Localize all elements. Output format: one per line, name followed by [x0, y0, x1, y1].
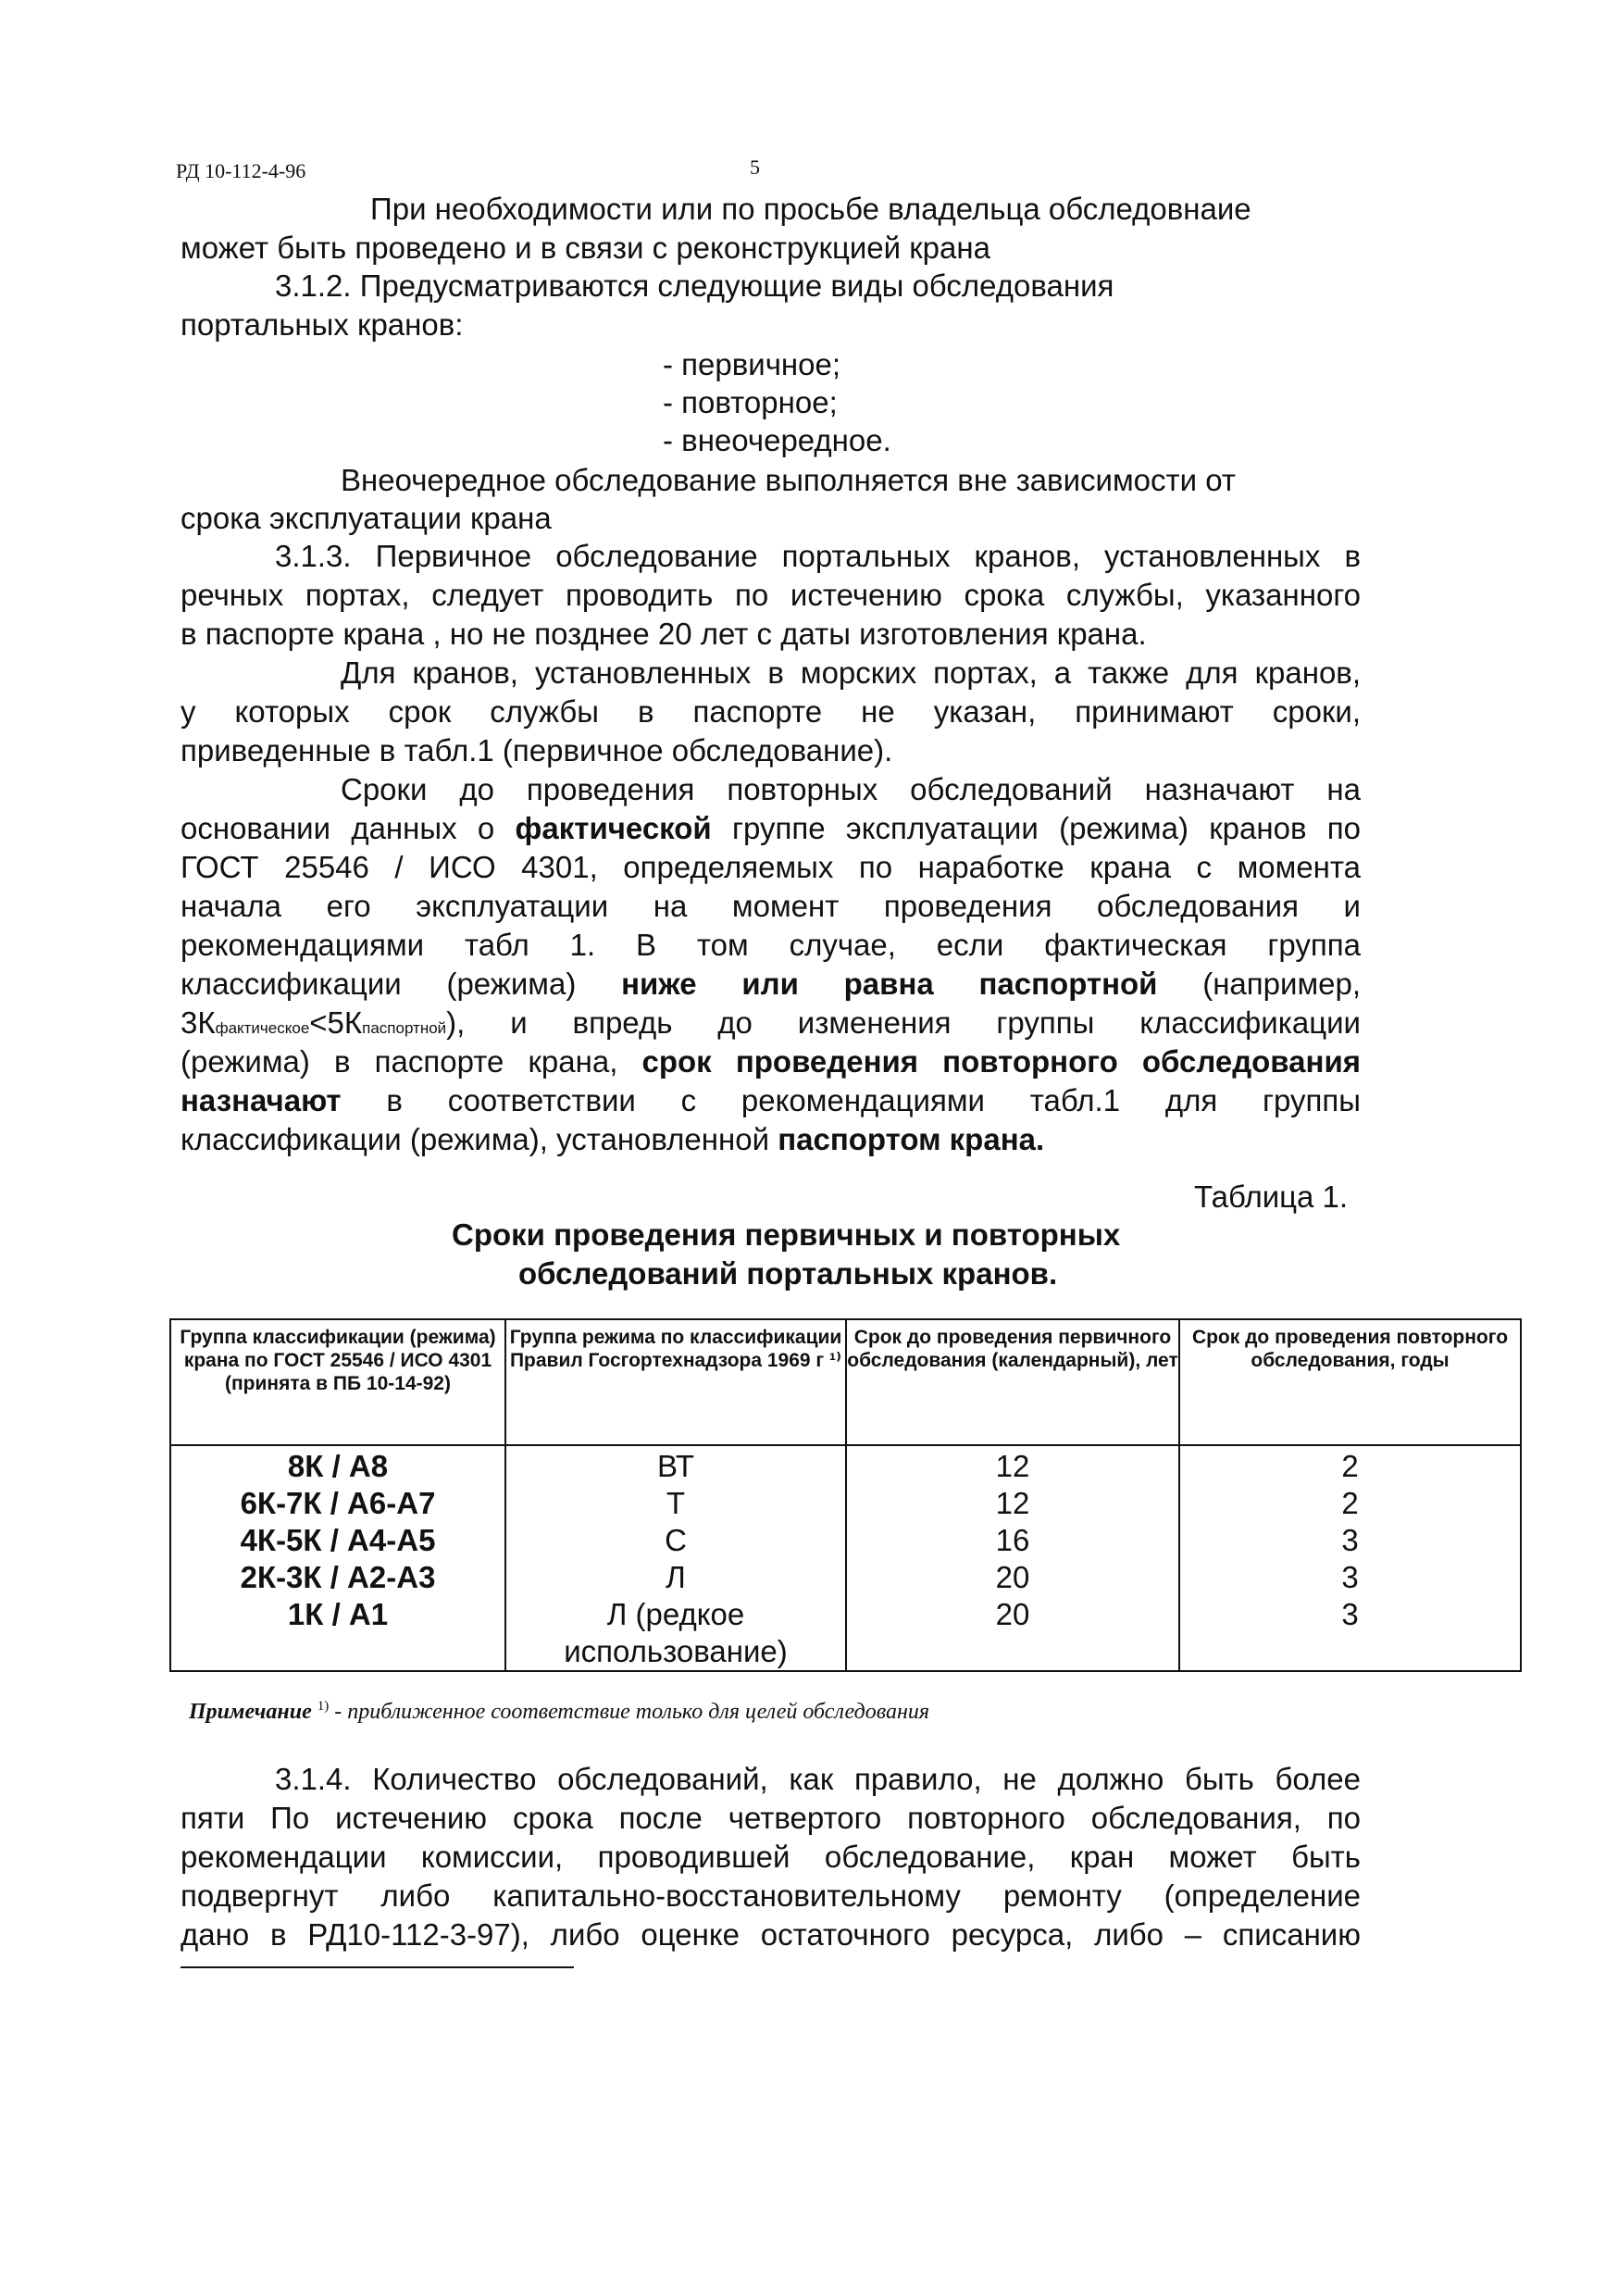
table-header-cell: Группа классификации (режима) крана по ГОСТ 25546 / ИСО 4301 (принята в ПБ 10-14-92) [170, 1319, 505, 1445]
text-run: классификации (режима), установленной [180, 1122, 778, 1156]
paragraph [180, 965, 1361, 1004]
paragraph [341, 770, 1361, 809]
table-label: Таблица 1. [1194, 1179, 1349, 1214]
cell-value: 12 [995, 1449, 1030, 1483]
table-header-cell: Срок до проведения первичного обследования (календарный), лет [846, 1319, 1179, 1445]
paragraph [180, 576, 1361, 615]
text-run: группе эксплуатации (режима) кранов по [711, 811, 1362, 845]
paragraph-line [180, 1120, 1044, 1159]
cell-value: 3 [1341, 1597, 1359, 1631]
cell-value: Л (редкое использование) [564, 1597, 788, 1668]
cell-value: Л [666, 1560, 686, 1594]
table-row [170, 1445, 1521, 1671]
subscript-text: паспортной [362, 1019, 447, 1037]
paragraph-line: При необходимости или по просьбе владельца обследовнаие [370, 192, 1251, 226]
text-run: <5К [309, 1005, 363, 1040]
note-superscript: 1) [317, 1699, 330, 1714]
bold-text: фактической [515, 811, 712, 845]
paragraph-line: дано в РД10-112-3-97), либо оценке остаточного ресурса, либо – списанию [180, 1917, 1361, 1952]
cell-value: 3 [1341, 1523, 1359, 1557]
paragraph [180, 693, 1361, 731]
bold-text: срок проведения повторного обследования [641, 1044, 1361, 1079]
paragraph-line: Сроки до проведения повторных обследований назначают на [341, 772, 1361, 806]
paragraph-line: 3.1.4. Количество обследований, как правило, не должно быть более [275, 1762, 1361, 1796]
page-number: 5 [750, 156, 760, 179]
cell-value: 16 [995, 1523, 1030, 1557]
footnote-separator [180, 1966, 574, 1968]
cell-value: Т [666, 1486, 686, 1520]
paragraph-line [180, 1081, 1361, 1120]
cell-value: 2К-3К / А2-А3 [240, 1560, 436, 1594]
paragraph-line: Для кранов, установленных в морских портах, а также для кранов, [341, 655, 1361, 690]
paragraph [180, 1915, 1361, 1954]
table-note [189, 1699, 929, 1725]
cell-value: ВТ [657, 1449, 694, 1483]
paragraph [180, 1042, 1361, 1081]
cell-value: 3 [1341, 1560, 1359, 1594]
paragraph [180, 1838, 1361, 1877]
paragraph-line: портальных кранов: [180, 307, 464, 342]
paragraph-line: 3.1.3. Первичное обследование портальных кранов, установленных в [275, 539, 1361, 573]
table-cell-mode-group [505, 1445, 846, 1671]
table-header-cell: Срок до проведения повторного обследования, годы [1179, 1319, 1521, 1445]
paragraph-line [180, 1042, 1361, 1081]
table-header-row [170, 1319, 1521, 1445]
table-cell-repeat-term [1179, 1445, 1521, 1671]
bold-text: ниже или равна паспортной [621, 967, 1158, 1001]
paragraph [180, 809, 1361, 848]
paragraph [275, 1760, 1361, 1799]
text-run: (режима) в паспорте крана, [180, 1044, 642, 1079]
paragraph-line: срока эксплуатации крана [180, 501, 552, 535]
inspection-terms-table [169, 1318, 1522, 1672]
table-title-line-2: обследований портальных кранов. [518, 1256, 1058, 1291]
paragraph [180, 926, 1361, 965]
paragraph-line: рекомендации комиссии, проводившей обследование, кран может быть [180, 1840, 1361, 1874]
table-title-line-1: Сроки проведения первичных и повторных [452, 1217, 1121, 1252]
bold-text: паспортом крана. [778, 1122, 1045, 1156]
cell-value: 2 [1341, 1449, 1359, 1483]
paragraph-line: ГОСТ 25546 / ИСО 4301, определяемых по наработке крана с момента [180, 850, 1361, 884]
text-run: ), и впредь до изменения группы классификации [446, 1005, 1361, 1040]
paragraph-line: Внеочередное обследование выполняется вне зависимости от [341, 463, 1236, 497]
paragraph [180, 1004, 1361, 1048]
paragraph-line [180, 965, 1361, 1004]
paragraph-line: начала его эксплуатации на момент проведения обследования и [180, 889, 1361, 923]
paragraph-line: приведенные в табл.1 (первичное обследование). [180, 733, 893, 767]
paragraph-line: у которых срок службы в паспорте не указан, принимают сроки, [180, 694, 1361, 729]
paragraph [180, 1877, 1361, 1915]
paragraph [180, 887, 1361, 926]
paragraph-line: 3.1.2. Предусматриваются следующие виды обследования [275, 268, 1114, 303]
paragraph [341, 654, 1361, 693]
paragraph-line: подвергнут либо капитально-восстановительному ремонту (определение [180, 1878, 1361, 1913]
paragraph-line: рекомендациями табл 1. В том случае, если фактическая группа [180, 928, 1361, 962]
bold-text: назначают [180, 1083, 342, 1117]
paragraph-line: пяти По истечению срока после четвертого повторного обследования, по [180, 1801, 1361, 1835]
cell-value: 1К / А1 [287, 1597, 389, 1631]
text-run: 3К [180, 1005, 216, 1040]
cell-value: 8К / А8 [287, 1449, 389, 1483]
paragraph-line [180, 809, 1361, 848]
cell-value: 20 [995, 1597, 1030, 1631]
note-text: - приближенное соответствие только для целей обследования [334, 1700, 930, 1724]
note-label: Примечание [189, 1700, 312, 1724]
list-item: - повторное; [663, 385, 838, 419]
list-item: - первичное; [663, 347, 840, 381]
cell-value: 6К-7К / А6-А7 [240, 1486, 436, 1520]
cell-value: 4К-5К / А4-А5 [240, 1523, 436, 1557]
cell-value: 20 [995, 1560, 1030, 1594]
table-cell-primary-term [846, 1445, 1179, 1671]
text-run: в соответствии с рекомендациями табл.1 для группы [341, 1083, 1361, 1117]
paragraph-line: может быть проведено и в связи с реконструкцией крана [180, 231, 990, 265]
cell-value: 12 [995, 1486, 1030, 1520]
paragraph-line: в паспорте крана , но не позднее 20 лет с даты изготовления крана. [180, 617, 1147, 651]
text-run: основании данных о [180, 811, 516, 845]
paragraph-line: речных портах, следует проводить по истечению срока службы, указанного [180, 578, 1361, 612]
table-header-cell: Группа режима по классификации Правил Госгортехнадзора 1969 г ¹⁾ [505, 1319, 846, 1445]
text-run: (например, [1157, 967, 1361, 1001]
paragraph [180, 1799, 1361, 1838]
text-run: классификации (режима) [180, 967, 622, 1001]
table-cell-classification-group [170, 1445, 505, 1671]
cell-value: С [665, 1523, 687, 1557]
paragraph-line [180, 1004, 1361, 1048]
paragraph [275, 537, 1361, 576]
paragraph [180, 848, 1361, 887]
subscript-text: фактическое [215, 1019, 310, 1037]
document-code: РД 10-112-4-96 [176, 159, 306, 182]
paragraph [180, 1081, 1361, 1120]
list-item: - внеочередное. [663, 423, 891, 457]
cell-value: 2 [1341, 1486, 1359, 1520]
